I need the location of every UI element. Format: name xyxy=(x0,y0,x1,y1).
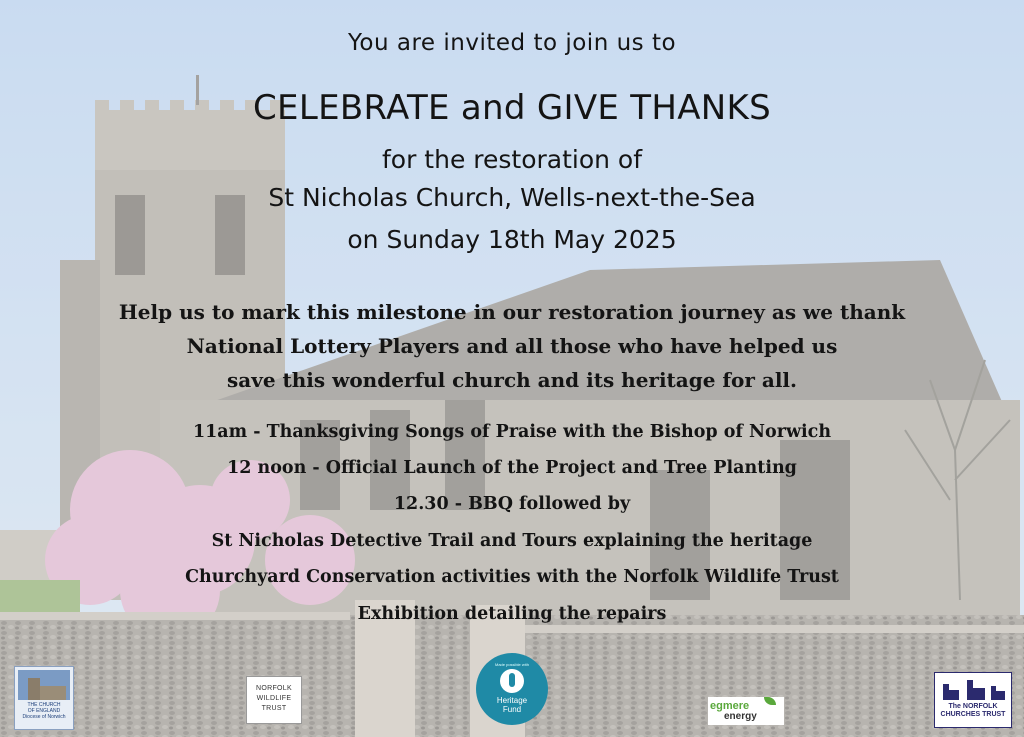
invitation-line-church: St Nicholas Church, Wells-next-the-Sea xyxy=(268,183,756,212)
logo-text: egmere xyxy=(710,700,750,712)
invitation-line-date: on Sunday 18th May 2025 xyxy=(347,225,677,254)
norfolk-wildlife-trust-logo xyxy=(246,676,302,724)
message-line: save this wonderful church and its heritage for all. xyxy=(227,368,797,392)
logo-text: OF ENGLAND xyxy=(27,708,61,714)
crossed-fingers-icon xyxy=(500,669,524,693)
norfolk-churches-trust-logo xyxy=(934,672,1012,728)
message-line: National Lottery Players and all those who have helped us xyxy=(186,334,838,358)
schedule-item: Churchyard Conservation activities with the Norfolk Wildlife Trust xyxy=(185,567,839,587)
schedule-item: St Nicholas Detective Trail and Tours explaining the heritage xyxy=(211,531,813,551)
message-line: Help us to mark this milestone in our restoration journey as we thank xyxy=(118,300,906,324)
logo-text: TRUST xyxy=(261,705,287,712)
schedule-item: 12.30 - BBQ followed by xyxy=(393,494,631,514)
leaf-icon xyxy=(764,697,776,705)
logo-text: Made possible with xyxy=(494,662,530,667)
logo-text: Diocese of Norwich xyxy=(22,714,66,720)
logo-text: energy xyxy=(724,711,757,722)
logo-text: THE CHURCH xyxy=(27,702,61,708)
logo-text: Fund xyxy=(502,705,522,714)
church-of-england-logo xyxy=(14,666,74,730)
churches-icon xyxy=(935,676,1011,702)
logo-text: The NORFOLK xyxy=(948,703,998,710)
church-photo-icon xyxy=(18,670,70,700)
heritage-fund-logo xyxy=(476,653,548,725)
invitation-intro: You are invited to join us to xyxy=(347,30,677,56)
invitation-line-restoration: for the restoration of xyxy=(381,145,643,174)
logo-text: NORFOLK xyxy=(256,685,292,692)
egmere-energy-logo xyxy=(708,697,784,725)
logo-text: WILDLIFE xyxy=(256,695,292,702)
schedule-item: 11am - Thanksgiving Songs of Praise with the Bishop of Norwich xyxy=(192,422,832,442)
schedule-item: 12 noon - Official Launch of the Project and Tree Planting xyxy=(227,458,797,478)
schedule-item: Exhibition detailing the repairs xyxy=(357,604,667,624)
logo-text: CHURCHES TRUST xyxy=(940,711,1006,718)
logo-text: Heritage xyxy=(496,696,528,705)
invitation-headline: CELEBRATE and GIVE THANKS xyxy=(253,88,771,128)
